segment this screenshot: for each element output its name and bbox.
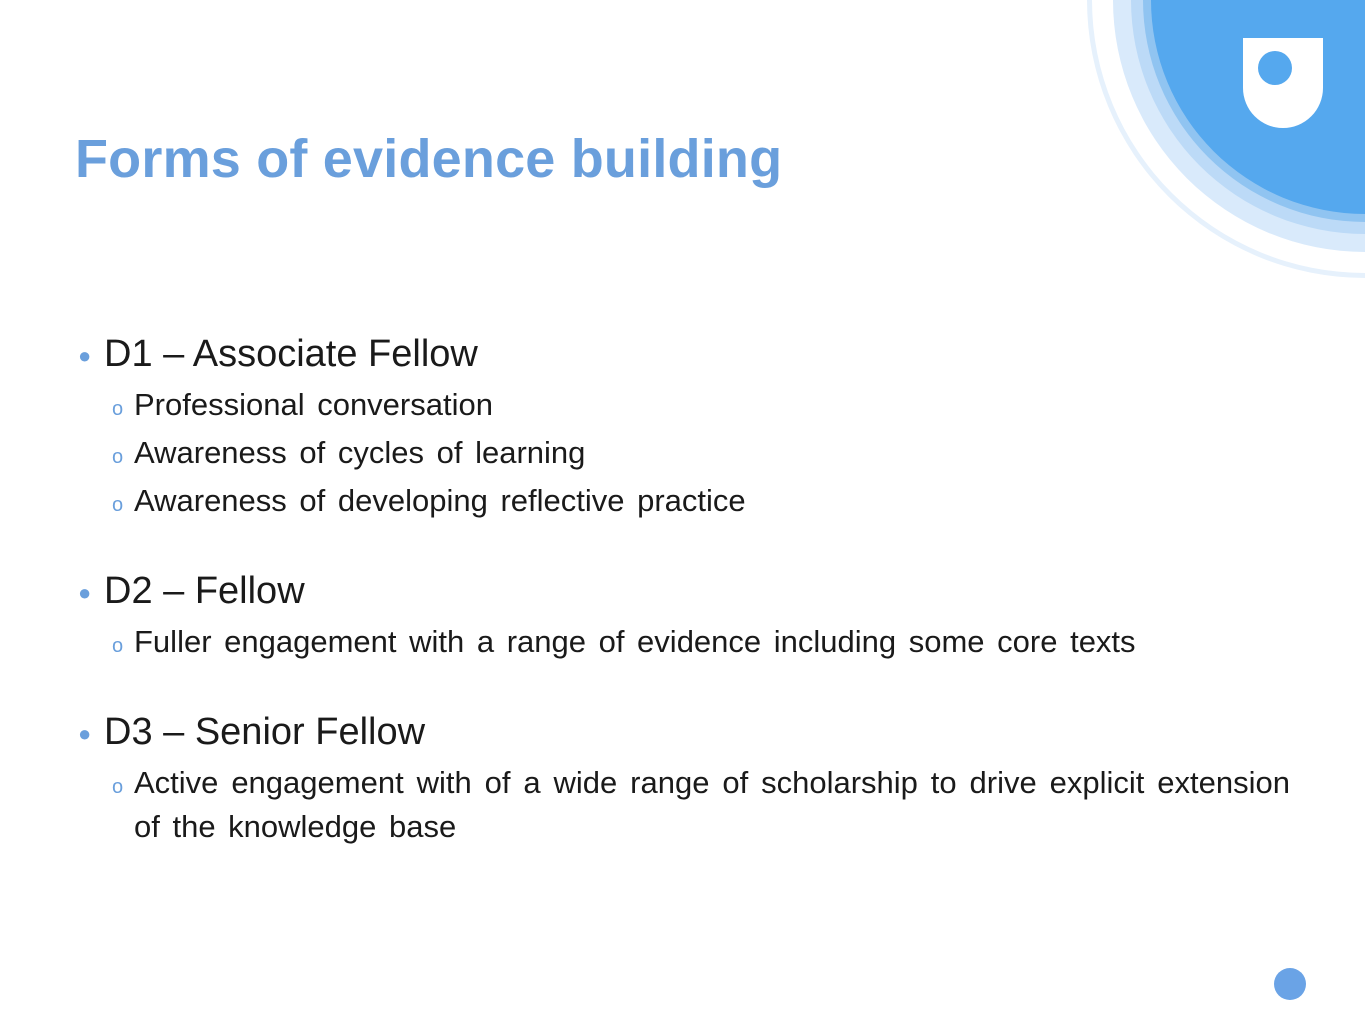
- bullet-d2-text: D2 – Fellow: [104, 570, 305, 612]
- bullet-dot-icon: ●: [78, 343, 92, 368]
- section-d2: [78, 567, 1290, 668]
- bullet-dot-icon: ●: [78, 721, 92, 746]
- sub-bullet: [78, 620, 1290, 668]
- sub-bullet: [78, 431, 1290, 479]
- ring-circle-3: [1143, 0, 1365, 222]
- sub-bullet-icon: o: [112, 635, 124, 657]
- sub-bullet-text: Active engagement with of a wide range of scholarship to drive explicit extension of the knowledge base: [134, 765, 1290, 844]
- bullet-d2: [78, 567, 1290, 620]
- inner-circle: [1151, 0, 1365, 214]
- section-d1: [78, 330, 1290, 527]
- sub-bullet-text: Awareness of developing reflective practice: [134, 483, 746, 518]
- sub-bullet-icon: o: [112, 494, 124, 516]
- sub-bullet-icon: o: [112, 446, 124, 468]
- sub-bullet-text: Fuller engagement with a range of evidence including some core texts: [134, 624, 1136, 659]
- slide-body: [78, 330, 1290, 875]
- section-d3: [78, 708, 1290, 849]
- middle-ring-circle: [1113, 0, 1365, 252]
- corner-dot-icon: [1274, 968, 1306, 1000]
- bullet-d3-text: D3 – Senior Fellow: [104, 711, 426, 753]
- sub-bullet: [78, 761, 1290, 849]
- bullet-d1: [78, 330, 1290, 383]
- sub-bullet-text: Awareness of cycles of learning: [134, 435, 586, 470]
- open-university-logo-icon: [1243, 38, 1323, 128]
- bullet-d3: [78, 708, 1290, 761]
- outer-ring-gap: [1092, 0, 1365, 273]
- bullet-d1-text: D1 – Associate Fellow: [104, 333, 478, 375]
- bullet-dot-icon: ●: [78, 580, 92, 605]
- slide-title: Forms of evidence building: [75, 129, 783, 189]
- sub-bullet: [78, 479, 1290, 527]
- ring-circle-2: [1131, 0, 1365, 234]
- outer-ring-circle: [1087, 0, 1365, 278]
- sub-bullet: [78, 383, 1290, 431]
- sub-bullet-icon: o: [112, 776, 124, 798]
- sub-bullet-text: Professional conversation: [134, 387, 493, 422]
- sub-bullet-icon: o: [112, 398, 124, 420]
